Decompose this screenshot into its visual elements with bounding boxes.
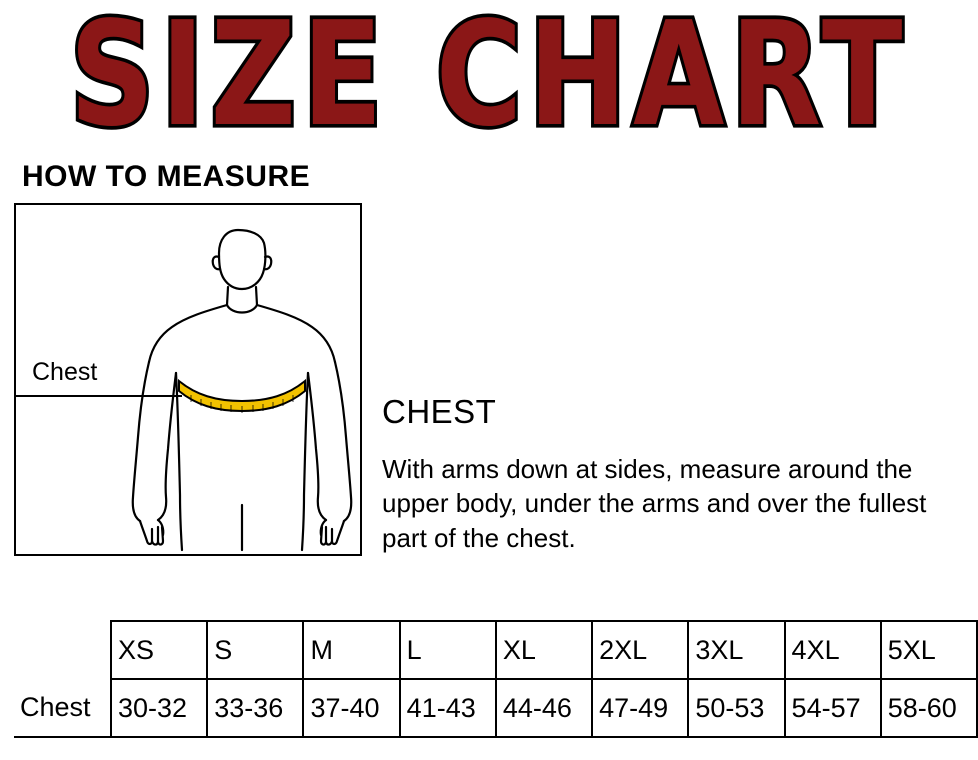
table-header-row	[14, 621, 977, 679]
table-cell: 50-53	[688, 679, 784, 737]
table-header-cell: M	[303, 621, 399, 679]
page-title-text: SIZE CHART	[69, 0, 909, 159]
table-cell: 30-32	[111, 679, 207, 737]
table-cell: 44-46	[496, 679, 592, 737]
tape-measure	[179, 381, 305, 413]
how-to-measure-heading: HOW TO MEASURE	[22, 160, 311, 193]
table-cell: 47-49	[592, 679, 688, 737]
page-title	[0, 0, 978, 159]
table-cell: 33-36	[207, 679, 303, 737]
chest-measure-label: Chest	[32, 358, 98, 386]
table-header-cell: L	[400, 621, 496, 679]
table-row	[14, 679, 977, 737]
table-cell: 41-43	[400, 679, 496, 737]
table-header-cell: S	[207, 621, 303, 679]
table-corner-cell	[14, 621, 111, 679]
table-cell: 37-40	[303, 679, 399, 737]
table-header-cell: 2XL	[592, 621, 688, 679]
table-header-cell: 4XL	[785, 621, 881, 679]
description-heading: CHEST	[382, 393, 497, 430]
table-header-cell: 3XL	[688, 621, 784, 679]
table-cell: 58-60	[881, 679, 977, 737]
table-header-cell: 5XL	[881, 621, 977, 679]
size-table	[14, 620, 978, 738]
description-body: With arms down at sides, measure around the upper body, under the arms and over the fullest part of the chest.	[382, 454, 927, 553]
table-cell: 54-57	[785, 679, 881, 737]
table-row-label: Chest	[14, 679, 111, 737]
table-header-cell: XL	[496, 621, 592, 679]
table-header-cell: XS	[111, 621, 207, 679]
